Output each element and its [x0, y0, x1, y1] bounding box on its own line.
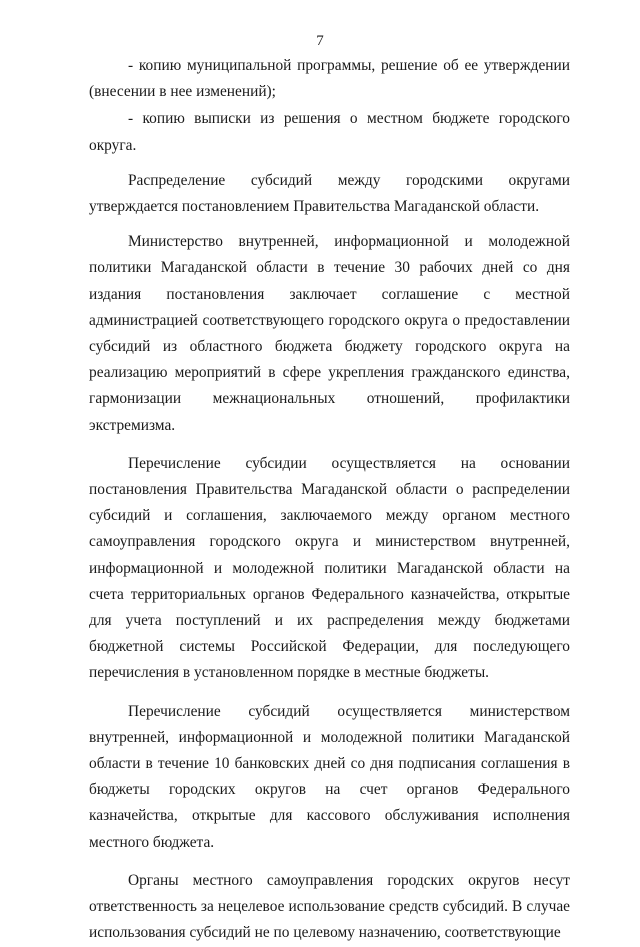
paragraph-subsidy-transfer: Перечисление субсидии осуществляется на основании постановления Правительства Магаданской области о распределении субсидий и соглашения, заключаемого между органом местного самоуправления городского округа и министерством внутренней, информационной и молодежной политики Магаданской области на счета территориальных органов Федерального казначейства, открытые для учета поступлений и их распределения между бюджетами бюджетной системы Российской Федерации, для последующего перечисления в установленном порядке в местные бюджеты. [89, 454, 570, 682]
paragraph-program-copy: - копию муниципальной программы, решение об ее утверждении (внесении в нее изменений); [89, 57, 570, 101]
page-number: 7 [316, 33, 324, 49]
paragraph-transfer-terms: Перечисление субсидий осуществляется министерством внутренней, информационной и молодежной политики Магаданской области в течение 10 банковских дней со дня подписания соглашения в бюджеты городских округов на счет органов Федерального казначейства, открытые для кассового обслуживания исполнения местного бюджета. [89, 702, 570, 851]
paragraph-budget-extract: - копию выписки из решения о местном бюджете городского округа. [89, 110, 570, 154]
paragraph-distribution: Распределение субсидий между городскими округами утверждается постановлением Правительства Магаданской области. [89, 171, 570, 216]
paragraph-responsibility: Органы местного самоуправления городских округов несут ответственность за нецелевое использование средств субсидий. В случае использования субсидий не по целевому назначению, соответствующие [89, 871, 570, 942]
paragraph-ministry-agreement: Министерство внутренней, информационной и молодежной политики Магаданской области в течение 30 рабочих дней со дня издания постановления заключает соглашение с местной администрацией соответствующего городского округа о предоставлении субсидий из областного бюджета бюджету городского округа на реализацию мероприятий в сфере укрепления гражданского единства, гармонизации межнациональных отношений, профилактики экстремизма. [89, 233, 570, 434]
document-body [89, 53, 570, 947]
